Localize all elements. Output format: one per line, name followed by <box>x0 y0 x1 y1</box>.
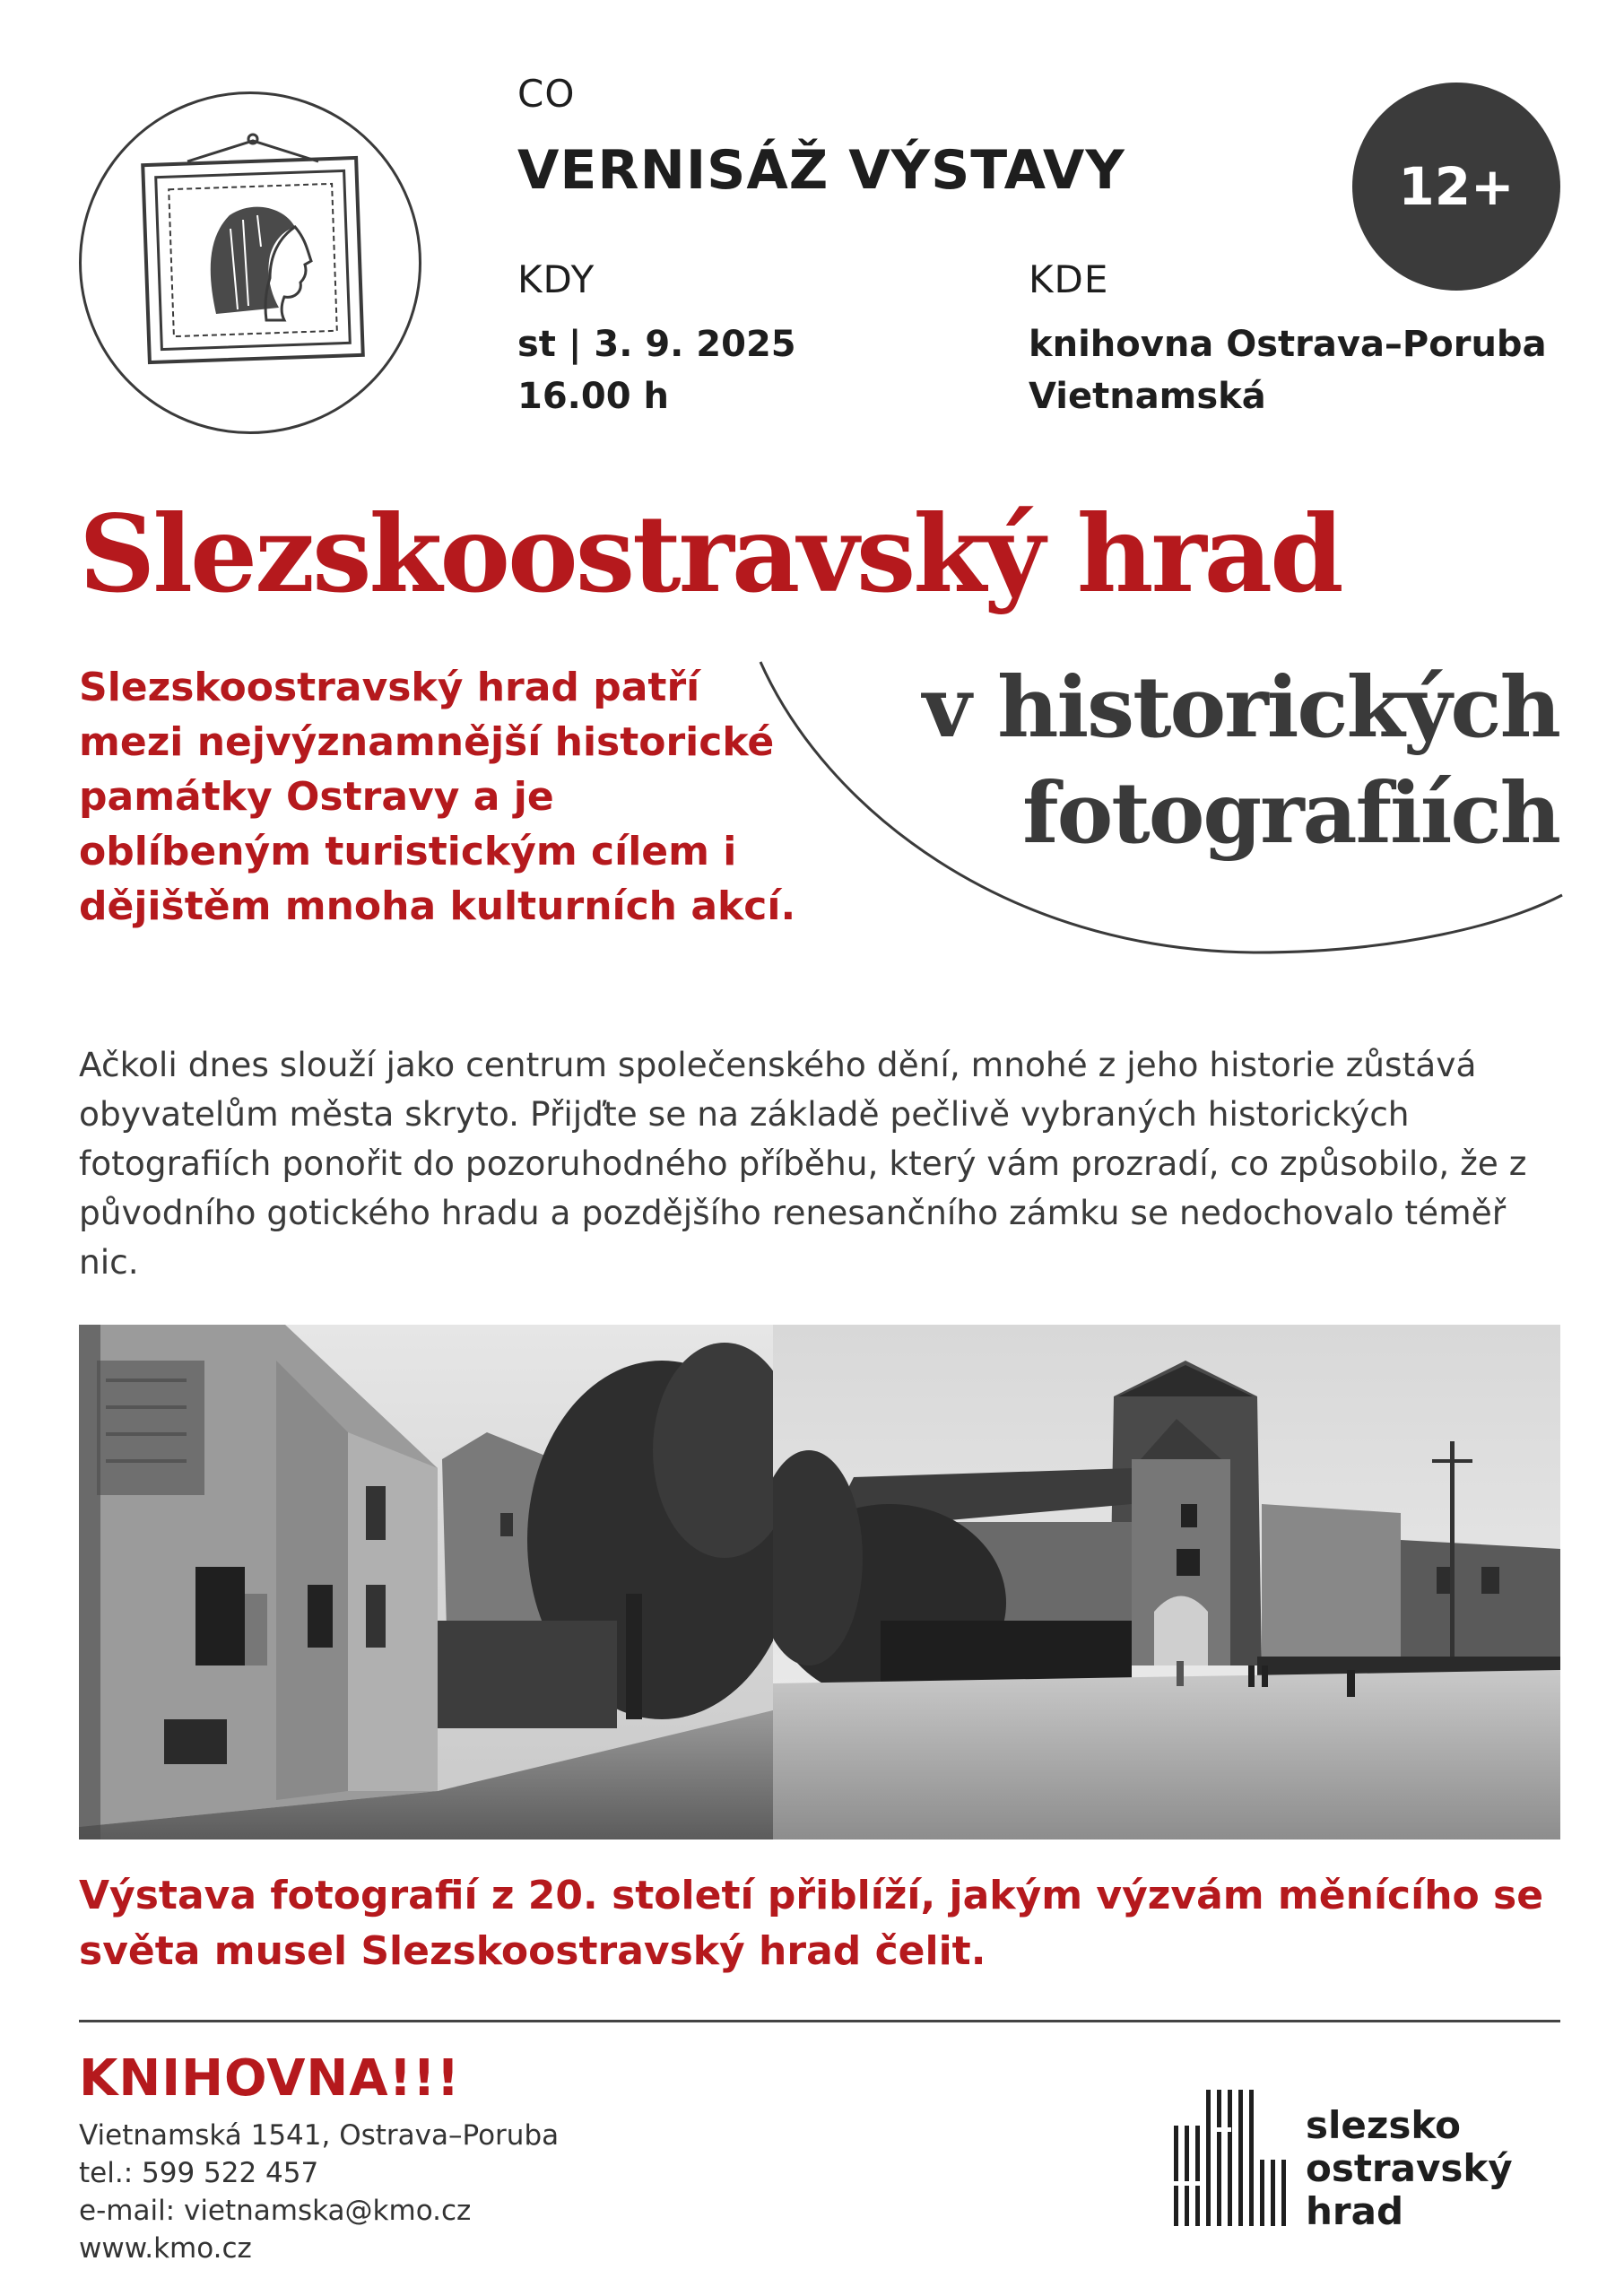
castle-barcode-logo-icon <box>1170 2074 1296 2235</box>
castle-logo-line-1: slezsko <box>1306 2103 1461 2147</box>
historical-photos <box>79 1325 1560 1839</box>
photo-castle-courtyard <box>79 1325 773 1839</box>
where-label: KDE <box>1029 257 1109 301</box>
library-address: Vietnamská 1541, Ostrava–Poruba <box>79 2119 560 2152</box>
exhibition-title: Slezskoostravský hrad <box>79 491 1342 616</box>
subtitle-line-2: fotografiích <box>1022 764 1559 863</box>
event-street: Vietnamská <box>1029 376 1266 417</box>
event-time: 16.00 h <box>517 376 669 417</box>
event-date: st | 3. 9. 2025 <box>517 324 796 365</box>
castle-logo-line-3: hrad <box>1306 2189 1404 2233</box>
exhibition-subtitle <box>923 655 1559 866</box>
library-email: e-mail: vietnamska@kmo.cz <box>79 2195 472 2227</box>
event-venue: knihovna Ostrava–Poruba <box>1029 324 1547 365</box>
when-label: KDY <box>517 257 595 301</box>
event-type: VERNISÁŽ VÝSTAVY <box>517 139 1125 202</box>
subtitle-line-1: v historických <box>922 658 1559 757</box>
castle-logo-line-2: ostravský <box>1306 2146 1513 2190</box>
footer-divider <box>79 2020 1560 2022</box>
library-phone: tel.: 599 522 457 <box>79 2157 319 2189</box>
intro-highlight: Slezskoostravský hrad patří mezi nejvýznamnější historické památky Ostravy a je oblíbeným turistickým cílem i dějištěm mnoha kulturních akcí. <box>79 665 796 929</box>
age-rating-badge: 12+ <box>1352 83 1560 291</box>
library-website: www.kmo.cz <box>79 2232 252 2265</box>
library-name: KNIHOVNA!!! <box>79 2049 461 2108</box>
intro-paragraph: Ačkoli dnes slouží jako centrum společenského dění, mnohé z jeho historie zůstává obyvatelům města skryto. Přijďte se na základě pečlivě vybraných historických fotografiích ponořit do pozoruhodného příběhu, který vám prozradí, co způsobilo, že z původního gotického hradu a pozdějšího renesančního zámku se nedochovalo téměř nic. <box>79 1045 1527 1282</box>
closing-statement: Výstava fotografií z 20. století přiblíží, jakým výzvám měnícího se světa musel Slezskoostravský hrad čelit. <box>79 1873 1544 1974</box>
what-label: CO <box>517 72 576 116</box>
photo-castle-gate <box>773 1325 1560 1839</box>
castle-logo-text <box>1306 2104 1513 2233</box>
